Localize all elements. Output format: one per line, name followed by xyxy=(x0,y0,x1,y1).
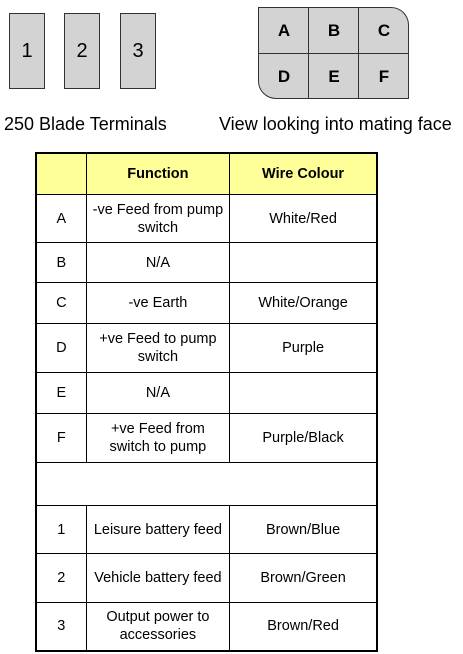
blade-terminals-caption: 250 Blade Terminals xyxy=(4,114,167,134)
spacer-cell xyxy=(36,463,377,506)
table-row xyxy=(36,324,377,373)
wire-cell: Brown/Red xyxy=(230,603,377,651)
function-cell: N/A xyxy=(86,373,229,414)
table-row xyxy=(36,283,377,324)
table-row xyxy=(36,554,377,603)
function-cell: N/A xyxy=(86,243,229,283)
table-row xyxy=(36,414,377,463)
pin-cell: 2 xyxy=(36,554,86,603)
pin-cell: 1 xyxy=(36,506,86,554)
pin-c: C xyxy=(377,20,391,40)
pin-cell: E xyxy=(36,373,86,414)
header-pin xyxy=(36,153,86,195)
table-row xyxy=(36,243,377,283)
pin-e: E xyxy=(328,66,340,86)
pin-cell: B xyxy=(36,243,86,283)
table-row xyxy=(36,195,377,243)
table-row xyxy=(36,373,377,414)
blade-terminal-2: 2 xyxy=(64,13,100,89)
connector-face xyxy=(258,7,409,99)
pin-cell: D xyxy=(36,324,86,373)
blade-terminal-1: 1 xyxy=(9,13,45,89)
header-wire-colour: Wire Colour xyxy=(230,153,377,195)
function-cell: Leisure battery feed xyxy=(86,506,229,554)
wire-cell: White/Orange xyxy=(230,283,377,324)
blade-terminal-3: 3 xyxy=(120,13,156,89)
pin-a: A xyxy=(277,20,291,40)
function-cell: Output power to accessories xyxy=(86,603,229,651)
table-row xyxy=(36,506,377,554)
wire-cell: Brown/Blue xyxy=(230,506,377,554)
pin-f: F xyxy=(378,66,390,86)
function-cell: Vehicle battery feed xyxy=(86,554,229,603)
table-row xyxy=(36,603,377,651)
wire-cell: White/Red xyxy=(230,195,377,243)
pin-cell: C xyxy=(36,283,86,324)
table-header-row xyxy=(36,153,377,195)
wire-cell xyxy=(230,243,377,283)
header-function: Function xyxy=(86,153,229,195)
function-cell: +ve Feed to pump switch xyxy=(86,324,229,373)
pinout-table xyxy=(35,152,378,652)
pin-cell: 3 xyxy=(36,603,86,651)
pin-d: D xyxy=(277,66,291,86)
wire-cell: Purple xyxy=(230,324,377,373)
pin-cell: A xyxy=(36,195,86,243)
wire-cell xyxy=(230,373,377,414)
wire-cell: Brown/Green xyxy=(230,554,377,603)
connector-caption: View looking into mating face xyxy=(219,114,452,134)
function-cell: +ve Feed from switch to pump xyxy=(86,414,229,463)
wire-cell: Purple/Black xyxy=(230,414,377,463)
pin-cell: F xyxy=(36,414,86,463)
pin-b: B xyxy=(327,20,341,40)
function-cell: -ve Feed from pump switch xyxy=(86,195,229,243)
table-spacer-row xyxy=(36,463,377,506)
function-cell: -ve Earth xyxy=(86,283,229,324)
